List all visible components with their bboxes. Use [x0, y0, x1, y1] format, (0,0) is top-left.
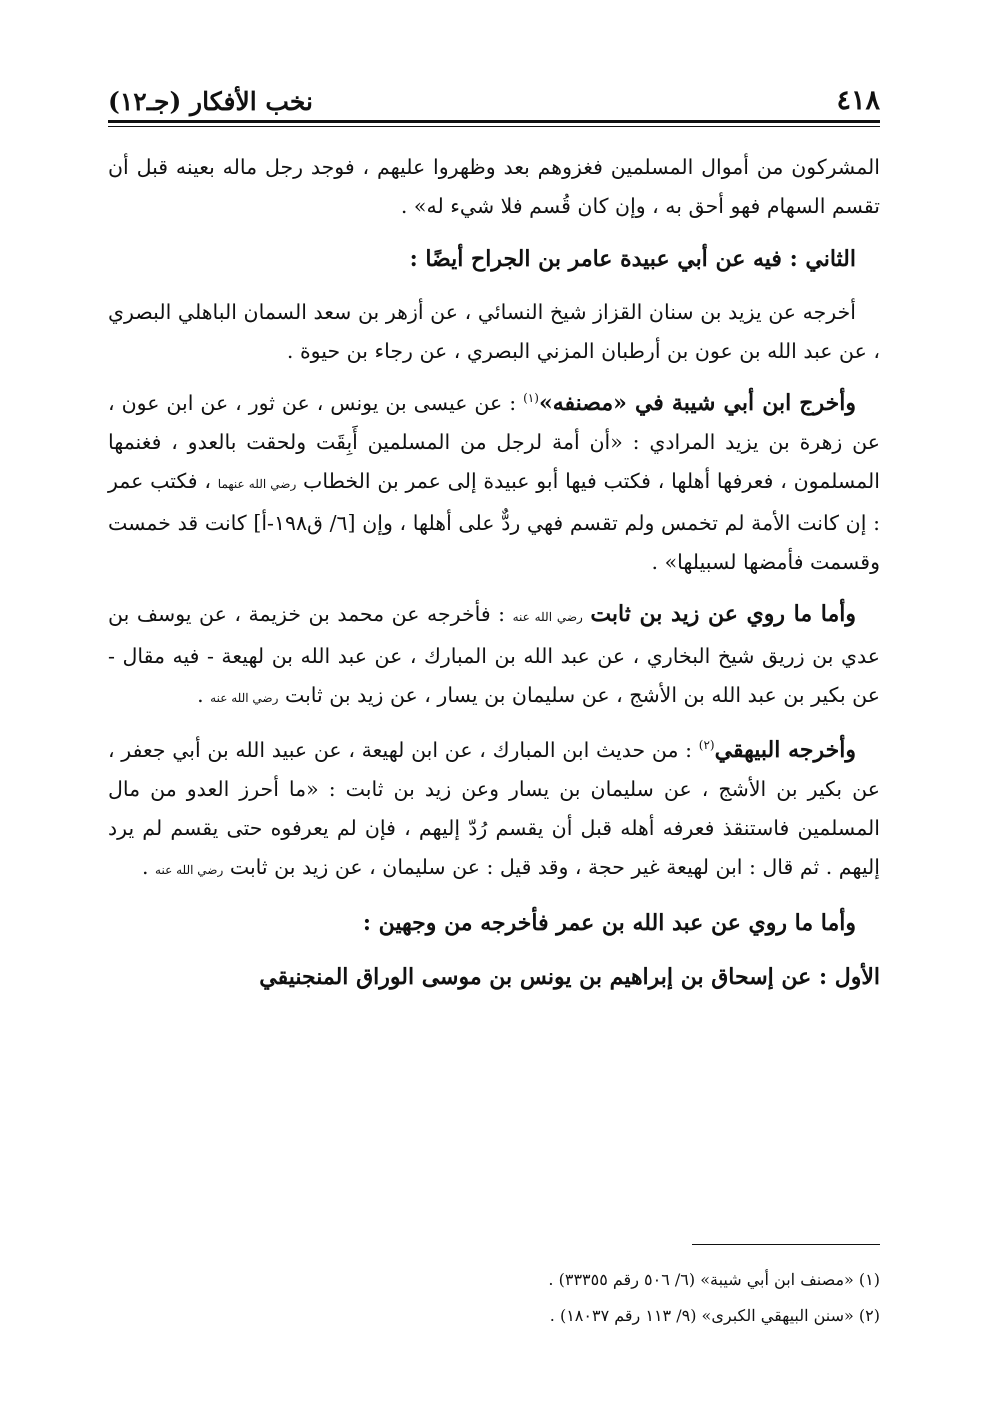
paragraph-3-text-c: كانت قد خمست وقسمت فأمضها لسبيلها» .	[108, 511, 880, 574]
page-header	[108, 76, 880, 116]
honorific-glyph: رضي الله عنهما	[217, 477, 297, 491]
paragraph-5-end: .	[141, 855, 149, 879]
paragraph-4-text: : فأخرجه عن محمد بن خزيمة ، عن يوسف بن عدي بن زريق شيخ البخاري ، عن عبد الله بن المبارك ، عن عبد الله بن لهيعة - فيه مقال - عن بكير بن عبد الله بن الأشج ، عن سليمان بن يسار ، عن زيد بن ثابت	[108, 602, 880, 707]
manuscript-reference: [٦/ ق١٩٨-أ]	[253, 511, 356, 535]
paragraph-5	[108, 731, 880, 890]
paragraph-5-text: : من حديث ابن المبارك ، عن ابن لهيعة ، عن عبيد الله بن أبي جعفر ، عن بكير بن الأشج ، عن سليمان بن يسار وعن زيد بن ثابت : «ما أحرز العدو من مال المسلمين فاستنقذ فعرفه أهله قبل أن يقسم رُدّ إليهم ، فإن لم يعرفوه حتى يقسم لم يرد إليهم . ثم قال : ابن لهيعة غير حجة ، وقد قيل : عن سليمان ، عن زيد بن ثابت	[108, 738, 880, 879]
running-title: نخب الأفكار (جـ١٢)	[108, 87, 314, 116]
section-heading-second: الثاني : فيه عن أبي عبيدة عامر بن الجراح أيضًا :	[409, 246, 856, 272]
honorific-glyph: رضي الله عنه	[512, 610, 583, 624]
header-rule-thick	[108, 120, 880, 123]
header-rule-thin	[108, 126, 880, 127]
footnote-1: (١) «مصنف ابن أبي شيبة» (٦/ ٥٠٦ رقم ٣٣٣٥٥) .	[548, 1270, 880, 1289]
honorific-glyph: رضي الله عنه	[155, 863, 224, 877]
footnote-marker-2: (٢)	[698, 738, 715, 753]
footnotes	[108, 1262, 880, 1334]
paragraph-2: أخرجه عن يزيد بن سنان القزاز شيخ النسائي ، عن أزهر بن سعد السمان الباهلي البصري ، عن عبد الله بن عون بن أرطبان المزني البصري ، عن رجاء بن حيوة .	[108, 300, 880, 363]
footnote-marker-1: (١)	[523, 391, 539, 406]
paragraph-3-lead: وأخرج ابن أبي شيبة في «مصنفه»	[538, 390, 856, 416]
paragraph-4-lead: وأما ما روي عن زيد بن ثابت	[590, 601, 856, 627]
paragraph-5-lead: وأخرجه البيهقي	[714, 737, 857, 763]
section-heading-first: الأول : عن إسحاق بن إبراهيم بن يونس بن موسى الوراق المنجنيقي	[259, 964, 880, 990]
footnote-2: (٢) «سنن البيهقي الكبرى» (٩/ ١١٣ رقم ١٨٠٣٧) .	[549, 1306, 880, 1325]
paragraph-3-text-a: : عن عيسى بن يونس ، عن ثور ، عن ابن عون ، عن زهرة بن يزيد المرادي : «أن أمة لرجل من المسلمين أَبِقَت ولحقت بالعدو ، فغنمها المسلمون ، فعرفها أهلها ، فكتب فيها أبو عبيدة إلى عمر بن الخطاب	[108, 391, 880, 493]
honorific-glyph: رضي الله عنه	[210, 691, 279, 705]
paragraph-3-text-b: ، فكتب عمر : إن كانت الأمة لم تخمس ولم تقسم فهي ردٌّ على أهلها ، وإن	[108, 469, 880, 535]
paragraph-3	[108, 384, 880, 582]
body-text	[108, 148, 880, 1011]
page-number: ٤١٨	[836, 85, 880, 116]
section-heading-ibn-umar: وأما ما روي عن عبد الله بن عمر فأخرجه من وجهين :	[362, 910, 856, 936]
footnote-separator	[692, 1244, 880, 1245]
paragraph-4	[108, 595, 880, 718]
paragraph-4-end: .	[197, 683, 204, 707]
paragraph-1: المشركون من أموال المسلمين فغزوهم بعد وظهروا عليهم ، فوجد رجل ماله بعينه قبل أن تقسم السهام فهو أحق به ، وإن كان قُسم فلا شيء له» .	[108, 155, 880, 218]
